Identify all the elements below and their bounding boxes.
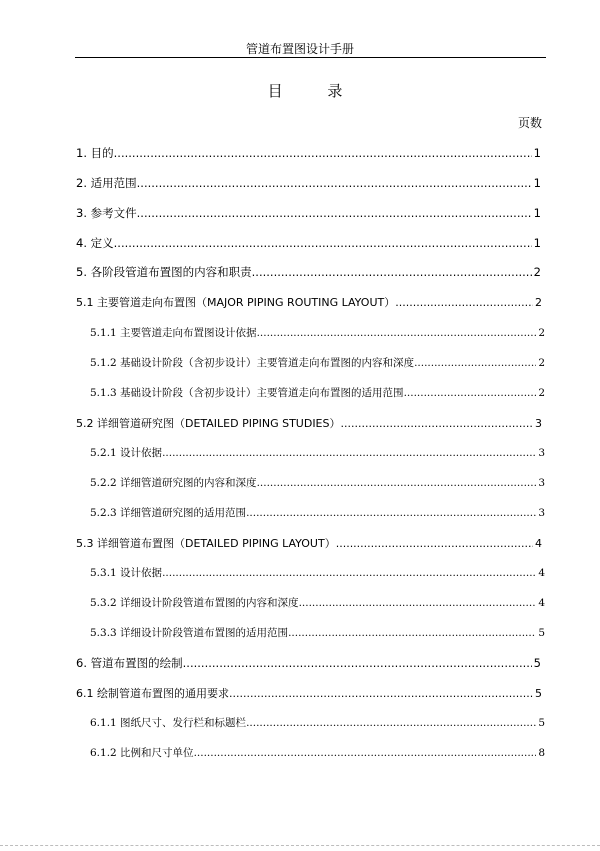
dot-leader xyxy=(257,327,537,339)
dot-leader xyxy=(183,656,532,670)
toc-entry-label: 3. 参考文件 xyxy=(76,206,137,220)
dot-leader xyxy=(229,687,533,700)
toc-entry-5-2-3[interactable] xyxy=(90,505,545,520)
toc-entry-page: 3 xyxy=(538,447,545,459)
toc-entry-label: 2. 适用范围 xyxy=(76,176,137,190)
toc-entry-5-1-1[interactable] xyxy=(90,325,545,340)
toc-entry-label: 5. 各阶段管道布置图的内容和职责 xyxy=(76,265,252,279)
toc-entry-5-2[interactable] xyxy=(76,415,542,431)
toc-entry-5-1-2[interactable] xyxy=(90,355,545,370)
toc-entry-label: 6. 管道布置图的绘制 xyxy=(76,656,183,670)
toc-entry-label: 5.2.2 详细管道研究图的内容和深度 xyxy=(90,477,257,489)
toc-entry-label: 6.1 绘制管道布置图的通用要求 xyxy=(76,687,229,700)
toc-entry-4[interactable] xyxy=(76,235,541,251)
dot-leader xyxy=(299,597,537,609)
toc-entry-page: 5 xyxy=(533,656,541,670)
toc-entry-page: 2 xyxy=(538,357,545,369)
toc-entry-5-1[interactable] xyxy=(76,294,542,310)
toc-entry-page: 2 xyxy=(538,327,545,339)
toc-entry-page: 3 xyxy=(538,507,545,519)
toc-entry-label: 5.2.1 设计依据 xyxy=(90,447,163,459)
dot-leader xyxy=(246,507,536,519)
toc-title: 目 录 xyxy=(267,82,363,100)
dot-leader xyxy=(194,747,537,759)
dot-leader xyxy=(162,447,536,459)
dot-leader xyxy=(114,236,532,250)
toc-entry-label: 6.1.1 图纸尺寸、发行栏和标题栏 xyxy=(90,717,247,729)
toc-entry-5-3-2[interactable] xyxy=(90,595,545,610)
toc-entry-page: 3 xyxy=(535,417,542,430)
dot-leader xyxy=(137,176,532,190)
toc-entry-page: 2 xyxy=(535,296,542,309)
toc-entry-label: 5.3.2 详细设计阶段管道布置图的内容和深度 xyxy=(90,597,299,609)
toc-entry-label: 5.1 主要管道走向布置图（MAJOR PIPING ROUTING LAYOUT） xyxy=(76,296,396,309)
toc-entry-label: 5.1.2 基础设计阶段（含初步设计）主要管道走向布置图的内容和深度 xyxy=(90,357,415,369)
dot-leader xyxy=(137,206,532,220)
toc-entry-page: 1 xyxy=(533,176,541,190)
toc-entry-5[interactable] xyxy=(76,264,541,280)
dot-leader xyxy=(341,417,534,430)
toc-entry-5-3-3[interactable] xyxy=(90,625,545,640)
dot-leader xyxy=(395,296,533,309)
toc-entry-page: 1 xyxy=(533,206,541,220)
toc-entry-page: 1 xyxy=(533,236,541,250)
toc-entry-page: 4 xyxy=(538,567,545,579)
dot-leader xyxy=(162,567,536,579)
dot-leader xyxy=(257,477,537,489)
toc-entry-page: 5 xyxy=(538,627,545,639)
toc-entry-label: 5.2 详细管道研究图（DETAILED PIPING STUDIES） xyxy=(76,417,341,430)
page-bottom-rule xyxy=(0,845,600,846)
toc-entry-1[interactable] xyxy=(76,145,541,161)
toc-entry-page: 8 xyxy=(538,747,545,759)
dot-leader xyxy=(414,357,536,369)
toc-entry-page: 2 xyxy=(533,265,541,279)
dot-leader xyxy=(252,265,532,279)
toc-entry-5-2-1[interactable] xyxy=(90,445,545,460)
toc-entry-5-1-3[interactable] xyxy=(90,385,545,400)
toc-entry-3[interactable] xyxy=(76,205,541,221)
toc-entry-2[interactable] xyxy=(76,175,541,191)
running-header-title: 管道布置图设计手册 xyxy=(245,42,354,56)
toc-entry-5-3[interactable] xyxy=(76,535,542,551)
toc-entry-page: 4 xyxy=(535,537,542,550)
toc-entry-5-3-1[interactable] xyxy=(90,565,545,580)
dot-leader xyxy=(246,717,536,729)
toc-entry-page: 5 xyxy=(535,687,542,700)
toc-entry-label: 5.2.3 详细管道研究图的适用范围 xyxy=(90,507,247,519)
toc-entry-page: 1 xyxy=(533,146,541,160)
dot-leader xyxy=(404,387,537,399)
toc-entry-label: 5.3.1 设计依据 xyxy=(90,567,163,579)
toc-entry-page: 5 xyxy=(538,717,545,729)
dot-leader xyxy=(336,537,533,550)
toc-entry-label: 5.3 详细管道布置图（DETAILED PIPING LAYOUT） xyxy=(76,537,336,550)
toc-entry-label: 6.1.2 比例和尺寸单位 xyxy=(90,747,194,759)
page-column-label: 页数 xyxy=(517,116,542,130)
toc-entry-label: 4. 定义 xyxy=(76,236,114,250)
toc-entry-6-1[interactable] xyxy=(76,685,542,701)
toc-entry-label: 5.3.3 详细设计阶段管道布置图的适用范围 xyxy=(90,627,289,639)
dot-leader xyxy=(288,627,536,639)
toc-entry-label: 5.1.3 基础设计阶段（含初步设计）主要管道走向布置图的适用范围 xyxy=(90,387,404,399)
toc-entry-page: 4 xyxy=(538,597,545,609)
toc-entry-6[interactable] xyxy=(76,655,541,671)
toc-entry-page: 3 xyxy=(538,477,545,489)
toc-entry-6-1-1[interactable] xyxy=(90,715,545,730)
toc-entry-label: 5.1.1 主要管道走向布置图设计依据 xyxy=(90,327,257,339)
dot-leader xyxy=(114,146,532,160)
toc-entry-5-2-2[interactable] xyxy=(90,475,545,490)
toc-entry-page: 2 xyxy=(538,387,545,399)
toc-entry-6-1-2[interactable] xyxy=(90,745,545,760)
toc-entry-label: 1. 目的 xyxy=(76,146,114,160)
